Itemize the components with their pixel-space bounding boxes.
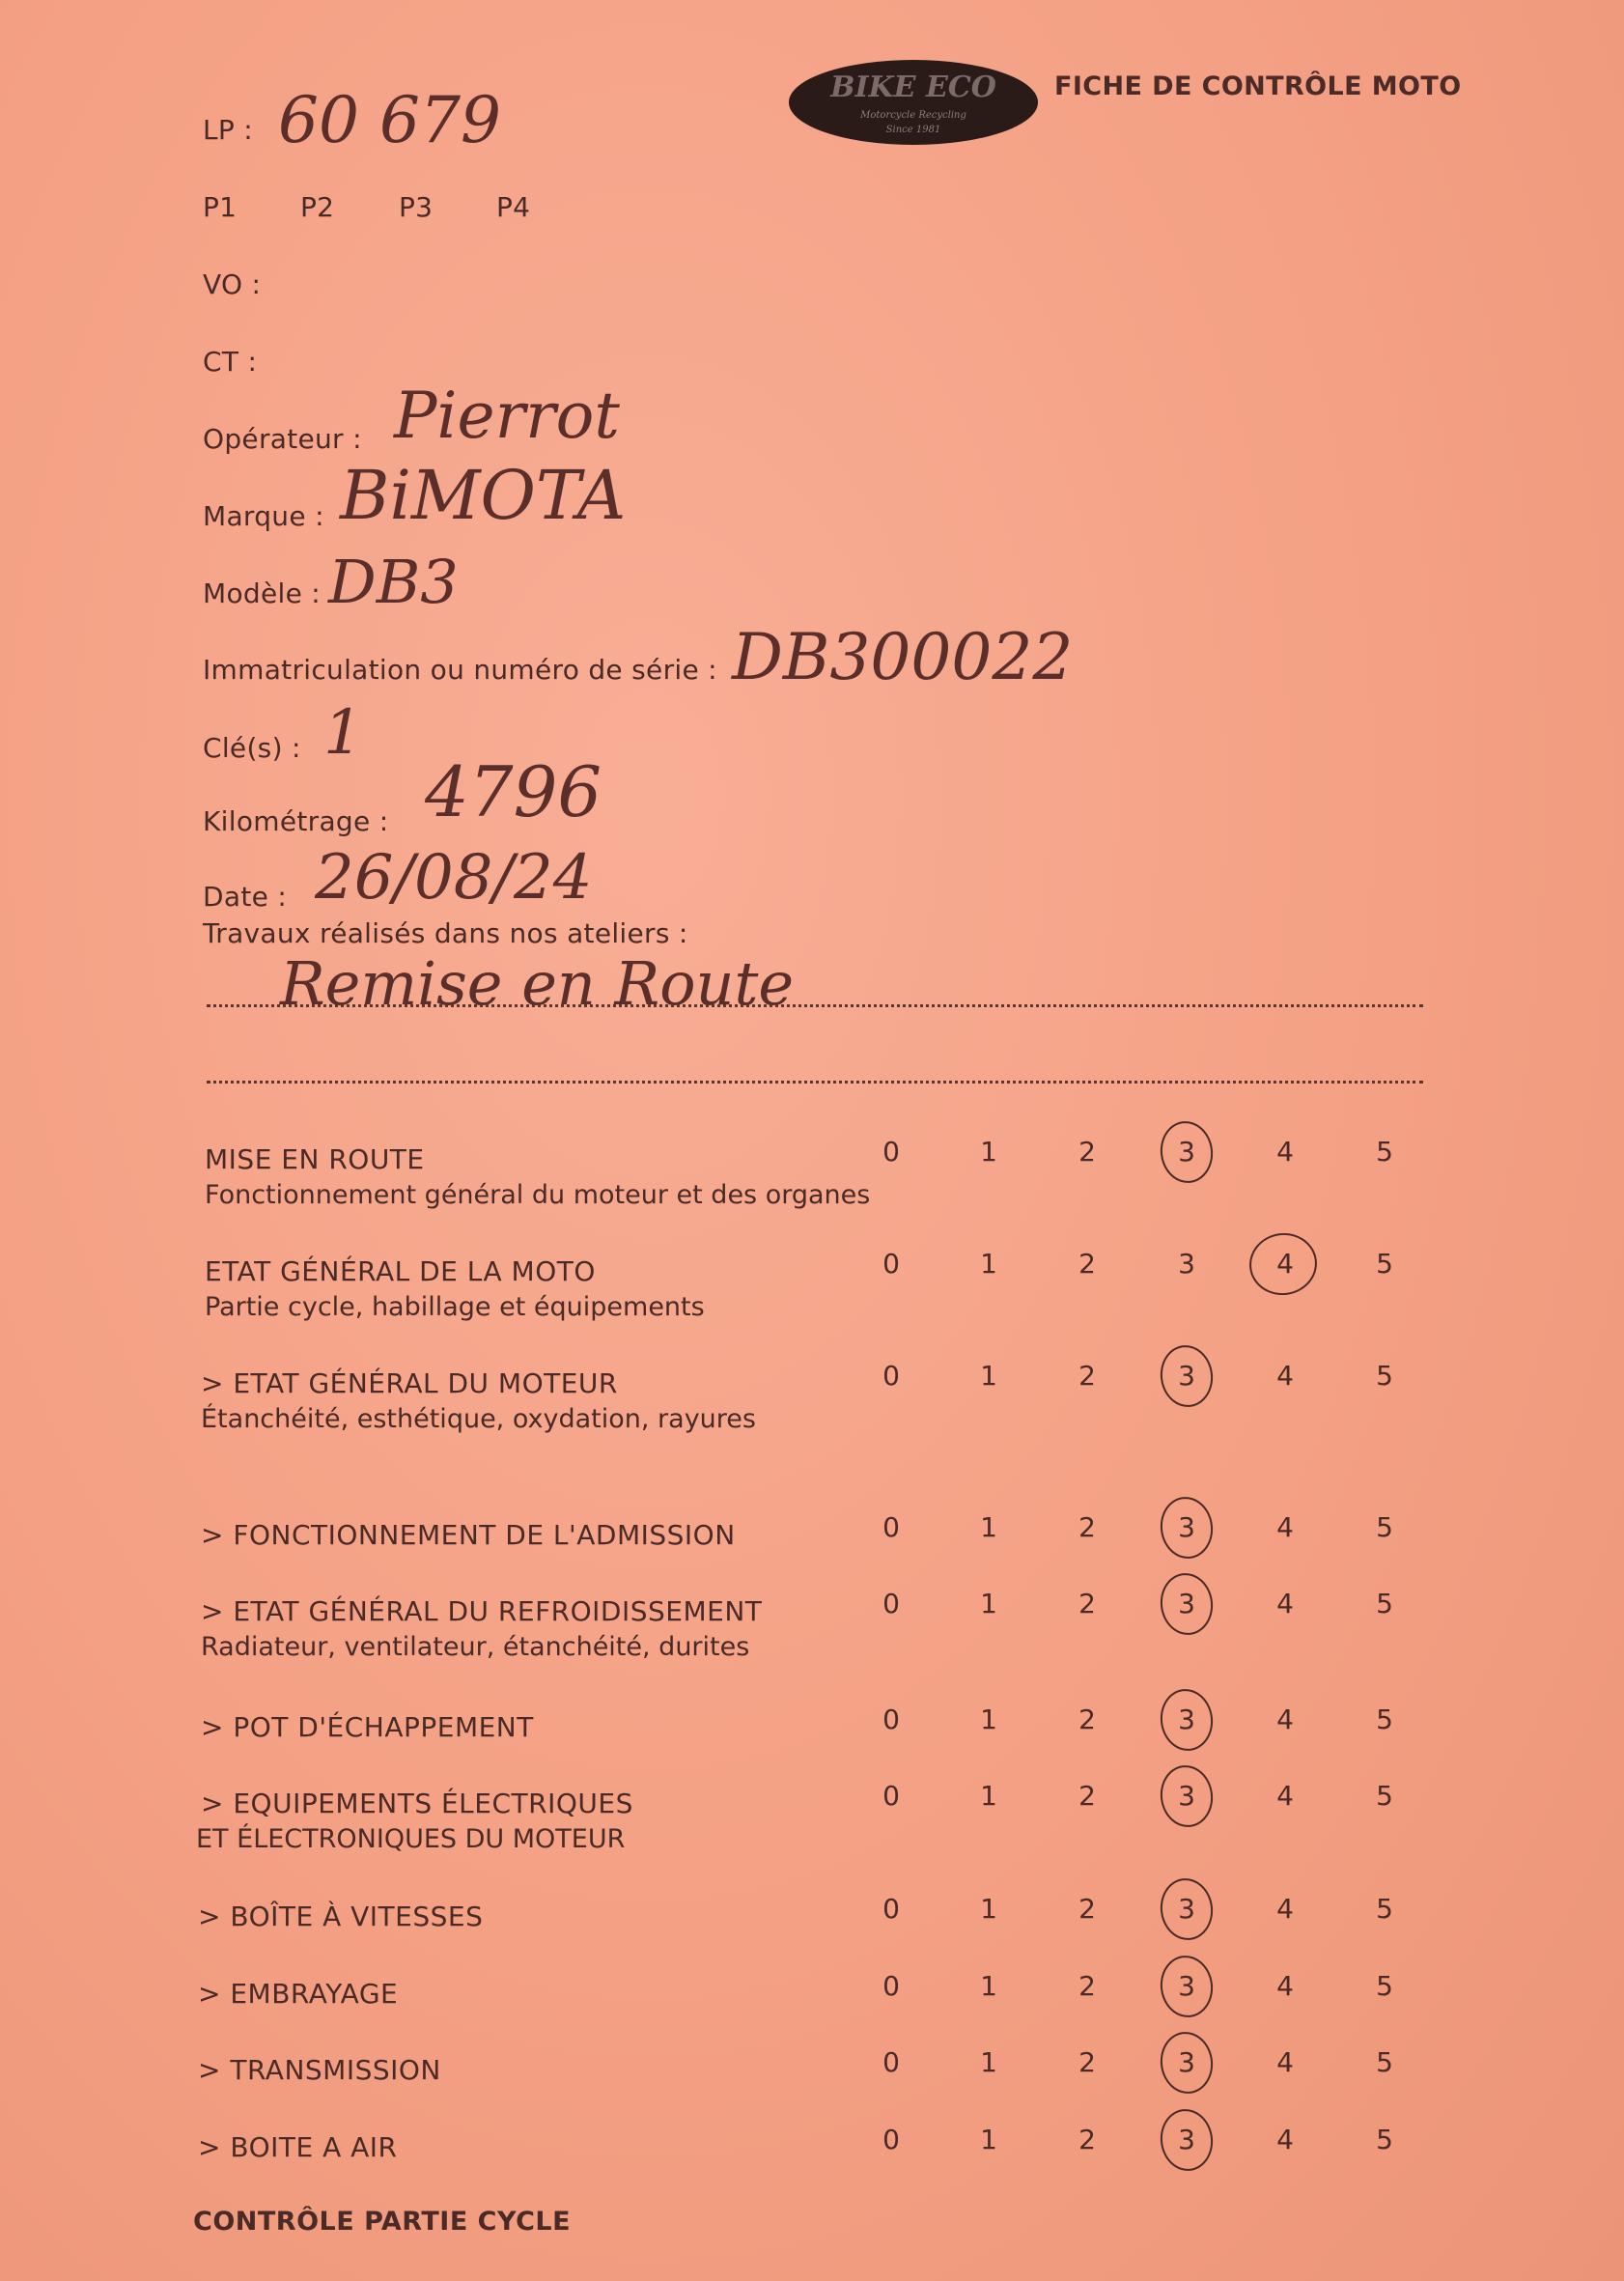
score-option-2[interactable]: 2 <box>1078 1588 1096 1619</box>
score-option-5[interactable]: 5 <box>1376 1248 1393 1280</box>
score-option-4[interactable]: 4 <box>1276 1588 1294 1619</box>
selected-score-circle <box>1157 1494 1217 1563</box>
check-title: > ETAT GÉNÉRAL DU REFROIDISSEMENT <box>201 1595 763 1627</box>
score-option-1[interactable]: 1 <box>980 1248 997 1280</box>
score-option-0[interactable]: 0 <box>882 1704 900 1735</box>
date-value[interactable]: 26/08/24 <box>315 842 593 914</box>
score-option-1[interactable]: 1 <box>980 2046 997 2078</box>
selected-score-circle <box>1157 1686 1217 1755</box>
score-option-5[interactable]: 5 <box>1376 1780 1393 1812</box>
score-option-2[interactable]: 2 <box>1078 1970 1096 2002</box>
score-option-0[interactable]: 0 <box>882 2046 900 2078</box>
score-option-1[interactable]: 1 <box>980 1588 997 1619</box>
check-title: > BOÎTE À VITESSES <box>198 1901 484 1932</box>
p1-label: P1 <box>203 191 238 223</box>
score-option-3[interactable]: 3 <box>1178 1248 1195 1280</box>
score-option-2[interactable]: 2 <box>1078 1360 1096 1392</box>
score-option-5[interactable]: 5 <box>1376 1893 1393 1925</box>
check-subtitle: Étanchéité, esthétique, oxydation, rayures <box>201 1404 756 1434</box>
travaux-value[interactable]: Remise en Route <box>280 948 795 1019</box>
selected-score-circle <box>1157 2106 1217 2175</box>
score-option-1[interactable]: 1 <box>980 2124 997 2155</box>
score-option-5[interactable]: 5 <box>1376 1511 1393 1543</box>
score-option-1[interactable]: 1 <box>980 1136 997 1168</box>
selected-score-circle <box>1157 1342 1217 1411</box>
modele-label: Modèle : <box>203 577 322 609</box>
cles-value[interactable]: 1 <box>323 697 363 769</box>
travaux-line-2 <box>207 1081 1423 1084</box>
score-option-3[interactable]: 3 <box>1178 2046 1195 2078</box>
score-option-4[interactable]: 4 <box>1276 1704 1294 1735</box>
km-label: Kilométrage : <box>203 805 389 837</box>
lp-value[interactable]: 60 679 <box>278 83 501 157</box>
score-option-2[interactable]: 2 <box>1078 1248 1096 1280</box>
score-option-5[interactable]: 5 <box>1376 1136 1393 1168</box>
score-option-2[interactable]: 2 <box>1078 1704 1096 1735</box>
check-title: > ETAT GÉNÉRAL DU MOTEUR <box>201 1367 618 1399</box>
selected-score-circle <box>1246 1228 1321 1299</box>
ct-label: CT : <box>203 346 258 378</box>
lp-label: LP : <box>203 114 254 146</box>
check-subtitle: ET ÉLECTRONIQUES DU MOTEUR <box>196 1824 626 1854</box>
score-option-0[interactable]: 0 <box>882 1780 900 1812</box>
check-subtitle: Fonctionnement général du moteur et des organes <box>205 1180 871 1210</box>
operateur-label: Opérateur : <box>203 423 362 455</box>
modele-value[interactable]: DB3 <box>328 547 459 617</box>
p3-label: P3 <box>399 191 434 223</box>
check-title: > FONCTIONNEMENT DE L'ADMISSION <box>201 1519 736 1551</box>
check-title: > BOITE A AIR <box>198 2131 398 2163</box>
score-option-4[interactable]: 4 <box>1276 2124 1294 2155</box>
check-subtitle: Radiateur, ventilateur, étanchéité, durites <box>201 1632 750 1662</box>
score-option-4[interactable]: 4 <box>1276 1780 1294 1812</box>
selected-score-circle <box>1157 1570 1217 1639</box>
check-title: > EQUIPEMENTS ÉLECTRIQUES <box>201 1788 633 1819</box>
selected-score-circle <box>1157 1762 1217 1831</box>
score-option-2[interactable]: 2 <box>1078 2124 1096 2155</box>
score-option-4[interactable]: 4 <box>1276 1893 1294 1925</box>
score-option-2[interactable]: 2 <box>1078 1780 1096 1812</box>
immat-label: Immatriculation ou numéro de série : <box>203 654 717 686</box>
page-title: FICHE DE CONTRÔLE MOTO <box>1054 71 1462 101</box>
score-option-3[interactable]: 3 <box>1178 1780 1195 1812</box>
score-option-2[interactable]: 2 <box>1078 1511 1096 1543</box>
p2-label: P2 <box>300 191 335 223</box>
marque-label: Marque : <box>203 500 324 532</box>
date-label: Date : <box>203 881 288 913</box>
selected-score-circle <box>1157 1118 1217 1187</box>
section-title-partie-cycle: CONTRÔLE PARTIE CYCLE <box>193 2207 572 2237</box>
score-option-1[interactable]: 1 <box>980 1780 997 1812</box>
score-option-4[interactable]: 4 <box>1276 1360 1294 1392</box>
travaux-line-1 <box>207 1004 1423 1007</box>
score-option-3[interactable]: 3 <box>1178 1511 1195 1543</box>
score-option-5[interactable]: 5 <box>1376 1588 1393 1619</box>
score-option-3[interactable]: 3 <box>1178 1588 1195 1619</box>
score-option-3[interactable]: 3 <box>1178 1704 1195 1735</box>
score-option-3[interactable]: 3 <box>1178 2124 1195 2155</box>
check-title: > POT D'ÉCHAPPEMENT <box>201 1711 534 1743</box>
score-option-5[interactable]: 5 <box>1376 1970 1393 2002</box>
svg-text:Motorcycle Recycling: Motorcycle Recycling <box>860 110 966 121</box>
score-option-0[interactable]: 0 <box>882 1893 900 1925</box>
score-option-1[interactable]: 1 <box>980 1360 997 1392</box>
score-option-1[interactable]: 1 <box>980 1970 997 2002</box>
bike-eco-logo <box>787 58 1040 147</box>
check-title: MISE EN ROUTE <box>205 1143 425 1175</box>
score-option-4[interactable]: 4 <box>1276 1970 1294 2002</box>
score-option-1[interactable]: 1 <box>980 1511 997 1543</box>
score-option-1[interactable]: 1 <box>980 1893 997 1925</box>
score-option-0[interactable]: 0 <box>882 1588 900 1619</box>
selected-score-circle <box>1157 1875 1217 1944</box>
operateur-value[interactable]: Pierrot <box>394 379 620 453</box>
svg-text:BIKE ECO: BIKE ECO <box>830 70 996 104</box>
score-option-3[interactable]: 3 <box>1178 1970 1195 2002</box>
check-title: ETAT GÉNÉRAL DE LA MOTO <box>205 1255 596 1287</box>
score-option-4[interactable]: 4 <box>1276 1248 1294 1280</box>
score-option-5[interactable]: 5 <box>1376 2046 1393 2078</box>
score-option-1[interactable]: 1 <box>980 1704 997 1735</box>
score-option-4[interactable]: 4 <box>1276 1136 1294 1168</box>
score-option-4[interactable]: 4 <box>1276 2046 1294 2078</box>
selected-score-circle <box>1157 1953 1217 2021</box>
score-option-2[interactable]: 2 <box>1078 1136 1096 1168</box>
score-option-0[interactable]: 0 <box>882 1136 900 1168</box>
check-subtitle: Partie cycle, habillage et équipements <box>205 1292 705 1322</box>
score-option-0[interactable]: 0 <box>882 1511 900 1543</box>
score-option-2[interactable]: 2 <box>1078 1893 1096 1925</box>
check-title: > EMBRAYAGE <box>198 1978 399 2010</box>
score-option-2[interactable]: 2 <box>1078 2046 1096 2078</box>
score-option-3[interactable]: 3 <box>1178 1136 1195 1168</box>
score-option-4[interactable]: 4 <box>1276 1511 1294 1543</box>
km-value[interactable]: 4796 <box>425 751 602 832</box>
svg-text:Since 1981: Since 1981 <box>885 125 941 135</box>
check-title: > TRANSMISSION <box>198 2054 441 2086</box>
score-option-5[interactable]: 5 <box>1376 1360 1393 1392</box>
marque-value[interactable]: BiMOTA <box>340 456 627 535</box>
immat-value[interactable]: DB300022 <box>732 620 1074 694</box>
p4-label: P4 <box>496 191 531 223</box>
score-option-3[interactable]: 3 <box>1178 1893 1195 1925</box>
travaux-label: Travaux réalisés dans nos ateliers : <box>203 917 688 949</box>
selected-score-circle <box>1157 2029 1217 2098</box>
score-option-0[interactable]: 0 <box>882 2124 900 2155</box>
score-option-0[interactable]: 0 <box>882 1970 900 2002</box>
score-option-5[interactable]: 5 <box>1376 2124 1393 2155</box>
score-option-0[interactable]: 0 <box>882 1360 900 1392</box>
score-option-3[interactable]: 3 <box>1178 1360 1195 1392</box>
score-option-0[interactable]: 0 <box>882 1248 900 1280</box>
cles-label: Clé(s) : <box>203 732 301 764</box>
vo-label: VO : <box>203 268 262 300</box>
score-option-5[interactable]: 5 <box>1376 1704 1393 1735</box>
